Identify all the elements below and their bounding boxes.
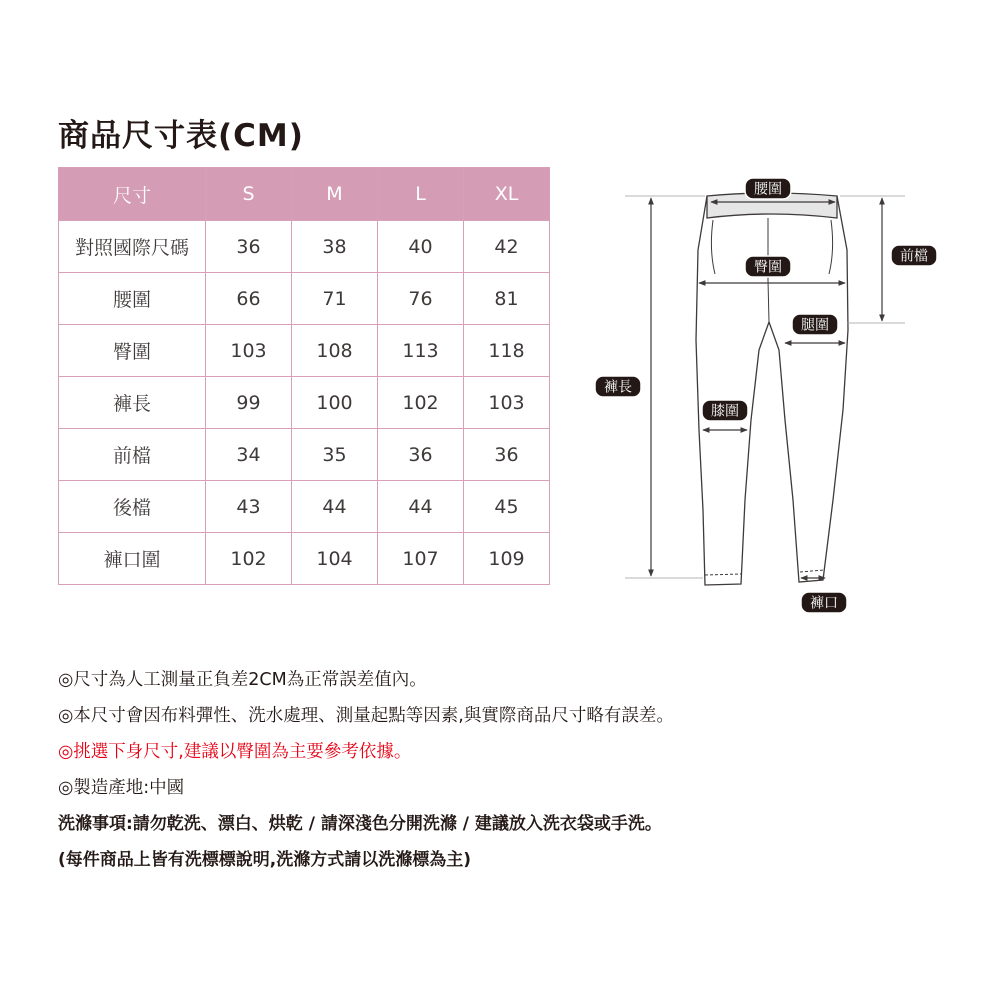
- pants-left-leg: [696, 196, 769, 585]
- header-cell-m: M: [292, 168, 378, 221]
- table-cell: 35: [292, 429, 378, 481]
- table-row: [59, 273, 550, 325]
- notes-section: [58, 662, 958, 878]
- table-cell: 99: [206, 377, 292, 429]
- label-thigh-text: 腿圍: [801, 317, 829, 334]
- table-cell: 44: [378, 481, 464, 533]
- table-cell: 36: [378, 429, 464, 481]
- table-cell: 109: [464, 533, 550, 585]
- header-cell-l: L: [378, 168, 464, 221]
- label-hip-text: 臀圍: [754, 259, 782, 276]
- table-cell: 113: [378, 325, 464, 377]
- table-cell: 43: [206, 481, 292, 533]
- row-label: 腰圍: [59, 273, 206, 325]
- label-hip: [745, 256, 791, 277]
- label-hem-text: 褲口: [810, 595, 838, 612]
- pants-right-pocket: [829, 220, 833, 274]
- table-cell: 103: [464, 377, 550, 429]
- label-waist: [745, 178, 791, 199]
- header-cell-xl: XL: [464, 168, 550, 221]
- label-knee-text: 膝圍: [711, 403, 739, 420]
- pants-right-leg: [769, 196, 848, 582]
- table-cell: 76: [378, 273, 464, 325]
- table-cell: 36: [206, 221, 292, 273]
- row-label: 褲口圍: [59, 533, 206, 585]
- label-front-rise-text: 前檔: [900, 248, 928, 265]
- table-cell: 44: [292, 481, 378, 533]
- header-cell-size: 尺寸: [59, 168, 206, 221]
- table-cell: 102: [206, 533, 292, 585]
- table-row: [59, 429, 550, 481]
- pants-diagram: [585, 170, 955, 620]
- table-row: [59, 533, 550, 585]
- pants-left-hem: [705, 574, 741, 575]
- table-row: [59, 377, 550, 429]
- row-label: 褲長: [59, 377, 206, 429]
- label-length: [595, 376, 641, 397]
- row-label: 臀圍: [59, 325, 206, 377]
- row-label: 對照國際尺碼: [59, 221, 206, 273]
- note-measurement-tolerance: ◎尺寸為人工測量正負差2CM為正常誤差值內。: [58, 670, 427, 690]
- table-cell: 118: [464, 325, 550, 377]
- table-header-row: [59, 168, 550, 221]
- header-cell-s: S: [206, 168, 292, 221]
- table-cell: 103: [206, 325, 292, 377]
- table-row: [59, 481, 550, 533]
- table-cell: 34: [206, 429, 292, 481]
- label-hem: [801, 592, 847, 613]
- pants-right-hem: [800, 570, 824, 572]
- label-waist-text: 腰圍: [754, 181, 782, 198]
- size-table: [58, 167, 550, 585]
- table-cell: 42: [464, 221, 550, 273]
- note-origin: ◎製造產地:中國: [58, 778, 185, 798]
- table-cell: 81: [464, 273, 550, 325]
- label-length-text: 褲長: [604, 379, 632, 396]
- pants-left-pocket: [711, 220, 715, 274]
- note-hip-advice: ◎挑選下身尺寸,建議以臀圍為主要參考依據。: [58, 742, 412, 762]
- row-label: 前檔: [59, 429, 206, 481]
- table-row: [59, 221, 550, 273]
- note-wash-label: (每件商品上皆有洗標標說明,洗滌方式請以洗滌標為主): [58, 850, 471, 870]
- table-cell: 100: [292, 377, 378, 429]
- table-row: [59, 325, 550, 377]
- pants-outline: [696, 193, 848, 585]
- page-title: 商品尺寸表(CM): [58, 118, 304, 154]
- label-thigh: [792, 314, 838, 335]
- table-cell: 38: [292, 221, 378, 273]
- table-cell: 71: [292, 273, 378, 325]
- table-cell: 45: [464, 481, 550, 533]
- table-cell: 66: [206, 273, 292, 325]
- label-knee: [702, 400, 748, 421]
- table-cell: 104: [292, 533, 378, 585]
- row-label: 後檔: [59, 481, 206, 533]
- guide-lines: [625, 196, 905, 578]
- label-front-rise: [891, 245, 937, 266]
- table-cell: 102: [378, 377, 464, 429]
- table-cell: 107: [378, 533, 464, 585]
- note-size-variance: ◎本尺寸會因布料彈性、洗水處理、測量起點等因素,與實際商品尺寸略有誤差。: [58, 706, 674, 726]
- table-cell: 108: [292, 325, 378, 377]
- note-washing-instructions: 洗滌事項:請勿乾洗、漂白、烘乾 / 請深淺色分開洗滌 / 建議放入洗衣袋或手洗。: [58, 814, 662, 834]
- table-cell: 36: [464, 429, 550, 481]
- table-cell: 40: [378, 221, 464, 273]
